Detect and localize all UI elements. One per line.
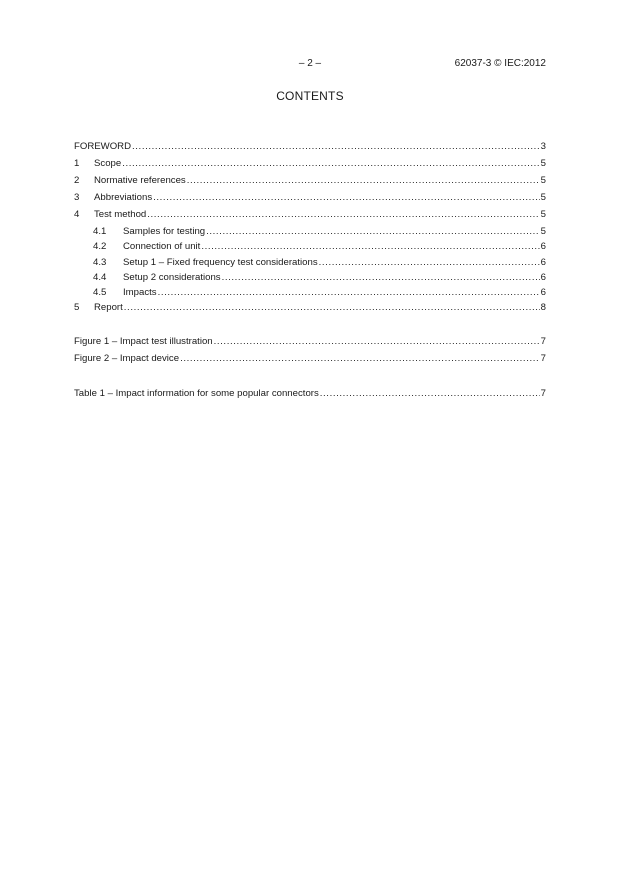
document-reference: 62037-3 © IEC:2012 <box>454 58 546 69</box>
toc-entry-label: Normative references <box>94 175 186 186</box>
toc-leader-dots <box>320 387 540 400</box>
toc-entry-number: 2 <box>74 175 80 186</box>
toc-entry-label: Test method <box>94 209 147 220</box>
toc-entry-number: 4.2 <box>93 241 107 252</box>
toc-entry-label: Table 1 – Impact information for some popular connectors <box>74 388 319 399</box>
toc-leader-dots <box>214 335 540 348</box>
toc-entry-label: Impacts <box>123 287 157 298</box>
toc-leader-dots <box>153 191 540 204</box>
toc-entry-connection-of-unit[interactable] <box>93 240 546 253</box>
toc-leader-dots <box>122 157 539 170</box>
toc-entry-page: 7 <box>540 353 546 364</box>
toc-leader-dots <box>319 256 540 269</box>
toc-entry-page: 7 <box>540 388 546 399</box>
toc-entry-number: 4.1 <box>93 226 107 237</box>
toc-entry-page: 6 <box>540 272 546 283</box>
toc-leader-dots <box>187 174 540 187</box>
toc-leader-dots <box>124 301 540 314</box>
toc-entry-page: 5 <box>540 175 546 186</box>
toc-entry-figure-1[interactable] <box>74 335 546 348</box>
toc-entry-samples-for-testing[interactable] <box>93 225 546 238</box>
toc-entry-page: 3 <box>540 141 546 152</box>
toc-entry-page: 6 <box>540 257 546 268</box>
page-title: CONTENTS <box>276 89 344 103</box>
toc-entry-label: Scope <box>94 158 122 169</box>
toc-entry-label: Samples for testing <box>123 226 206 237</box>
toc-entry-number: 4.5 <box>93 287 107 298</box>
toc-entry-page: 5 <box>540 158 546 169</box>
toc-entry-normative-references[interactable] <box>74 174 546 187</box>
toc-entry-page: 5 <box>540 192 546 203</box>
toc-leader-dots <box>147 208 539 221</box>
toc-entry-label: Figure 2 – Impact device <box>74 353 180 364</box>
toc-entry-setup-2[interactable] <box>93 271 546 284</box>
page-number: – 2 – <box>298 58 322 69</box>
toc-entry-foreword[interactable] <box>74 140 546 153</box>
toc-entry-label: FOREWORD <box>74 141 132 152</box>
toc-entry-label: Connection of unit <box>123 241 201 252</box>
toc-entry-label: Figure 1 – Impact test illustration <box>74 336 213 347</box>
toc-entry-scope[interactable] <box>74 157 546 170</box>
toc-entry-page: 8 <box>540 302 546 313</box>
toc-entry-setup-1[interactable] <box>93 256 546 269</box>
toc-entry-report[interactable] <box>74 301 546 314</box>
toc-entry-page: 6 <box>540 241 546 252</box>
toc-leader-dots <box>222 271 540 284</box>
toc-entry-number: 4 <box>74 209 80 220</box>
toc-entry-number: 4.3 <box>93 257 107 268</box>
toc-entry-number: 1 <box>74 158 80 169</box>
toc-entry-abbreviations[interactable] <box>74 191 546 204</box>
page-header <box>74 58 546 74</box>
toc-entry-table-1[interactable] <box>74 387 546 400</box>
toc-entry-label: Setup 2 considerations <box>123 272 221 283</box>
toc-entry-number: 4.4 <box>93 272 107 283</box>
toc-leader-dots <box>132 140 540 153</box>
toc-leader-dots <box>206 225 540 238</box>
toc-entry-page: 5 <box>540 209 546 220</box>
toc-leader-dots <box>201 240 539 253</box>
toc-entry-label: Abbreviations <box>94 192 153 203</box>
toc-entry-label: Report <box>94 302 123 313</box>
toc-leader-dots <box>158 286 540 299</box>
toc-entry-page: 7 <box>540 336 546 347</box>
toc-entry-number: 5 <box>74 302 80 313</box>
toc-entry-impacts[interactable] <box>93 286 546 299</box>
toc-entry-test-method[interactable] <box>74 208 546 221</box>
toc-entry-number: 3 <box>74 192 80 203</box>
toc-entry-label: Setup 1 – Fixed frequency test considerations <box>123 257 318 268</box>
toc-entry-page: 6 <box>540 287 546 298</box>
toc-leader-dots <box>180 352 540 365</box>
toc-entry-figure-2[interactable] <box>74 352 546 365</box>
toc-entry-page: 5 <box>540 226 546 237</box>
